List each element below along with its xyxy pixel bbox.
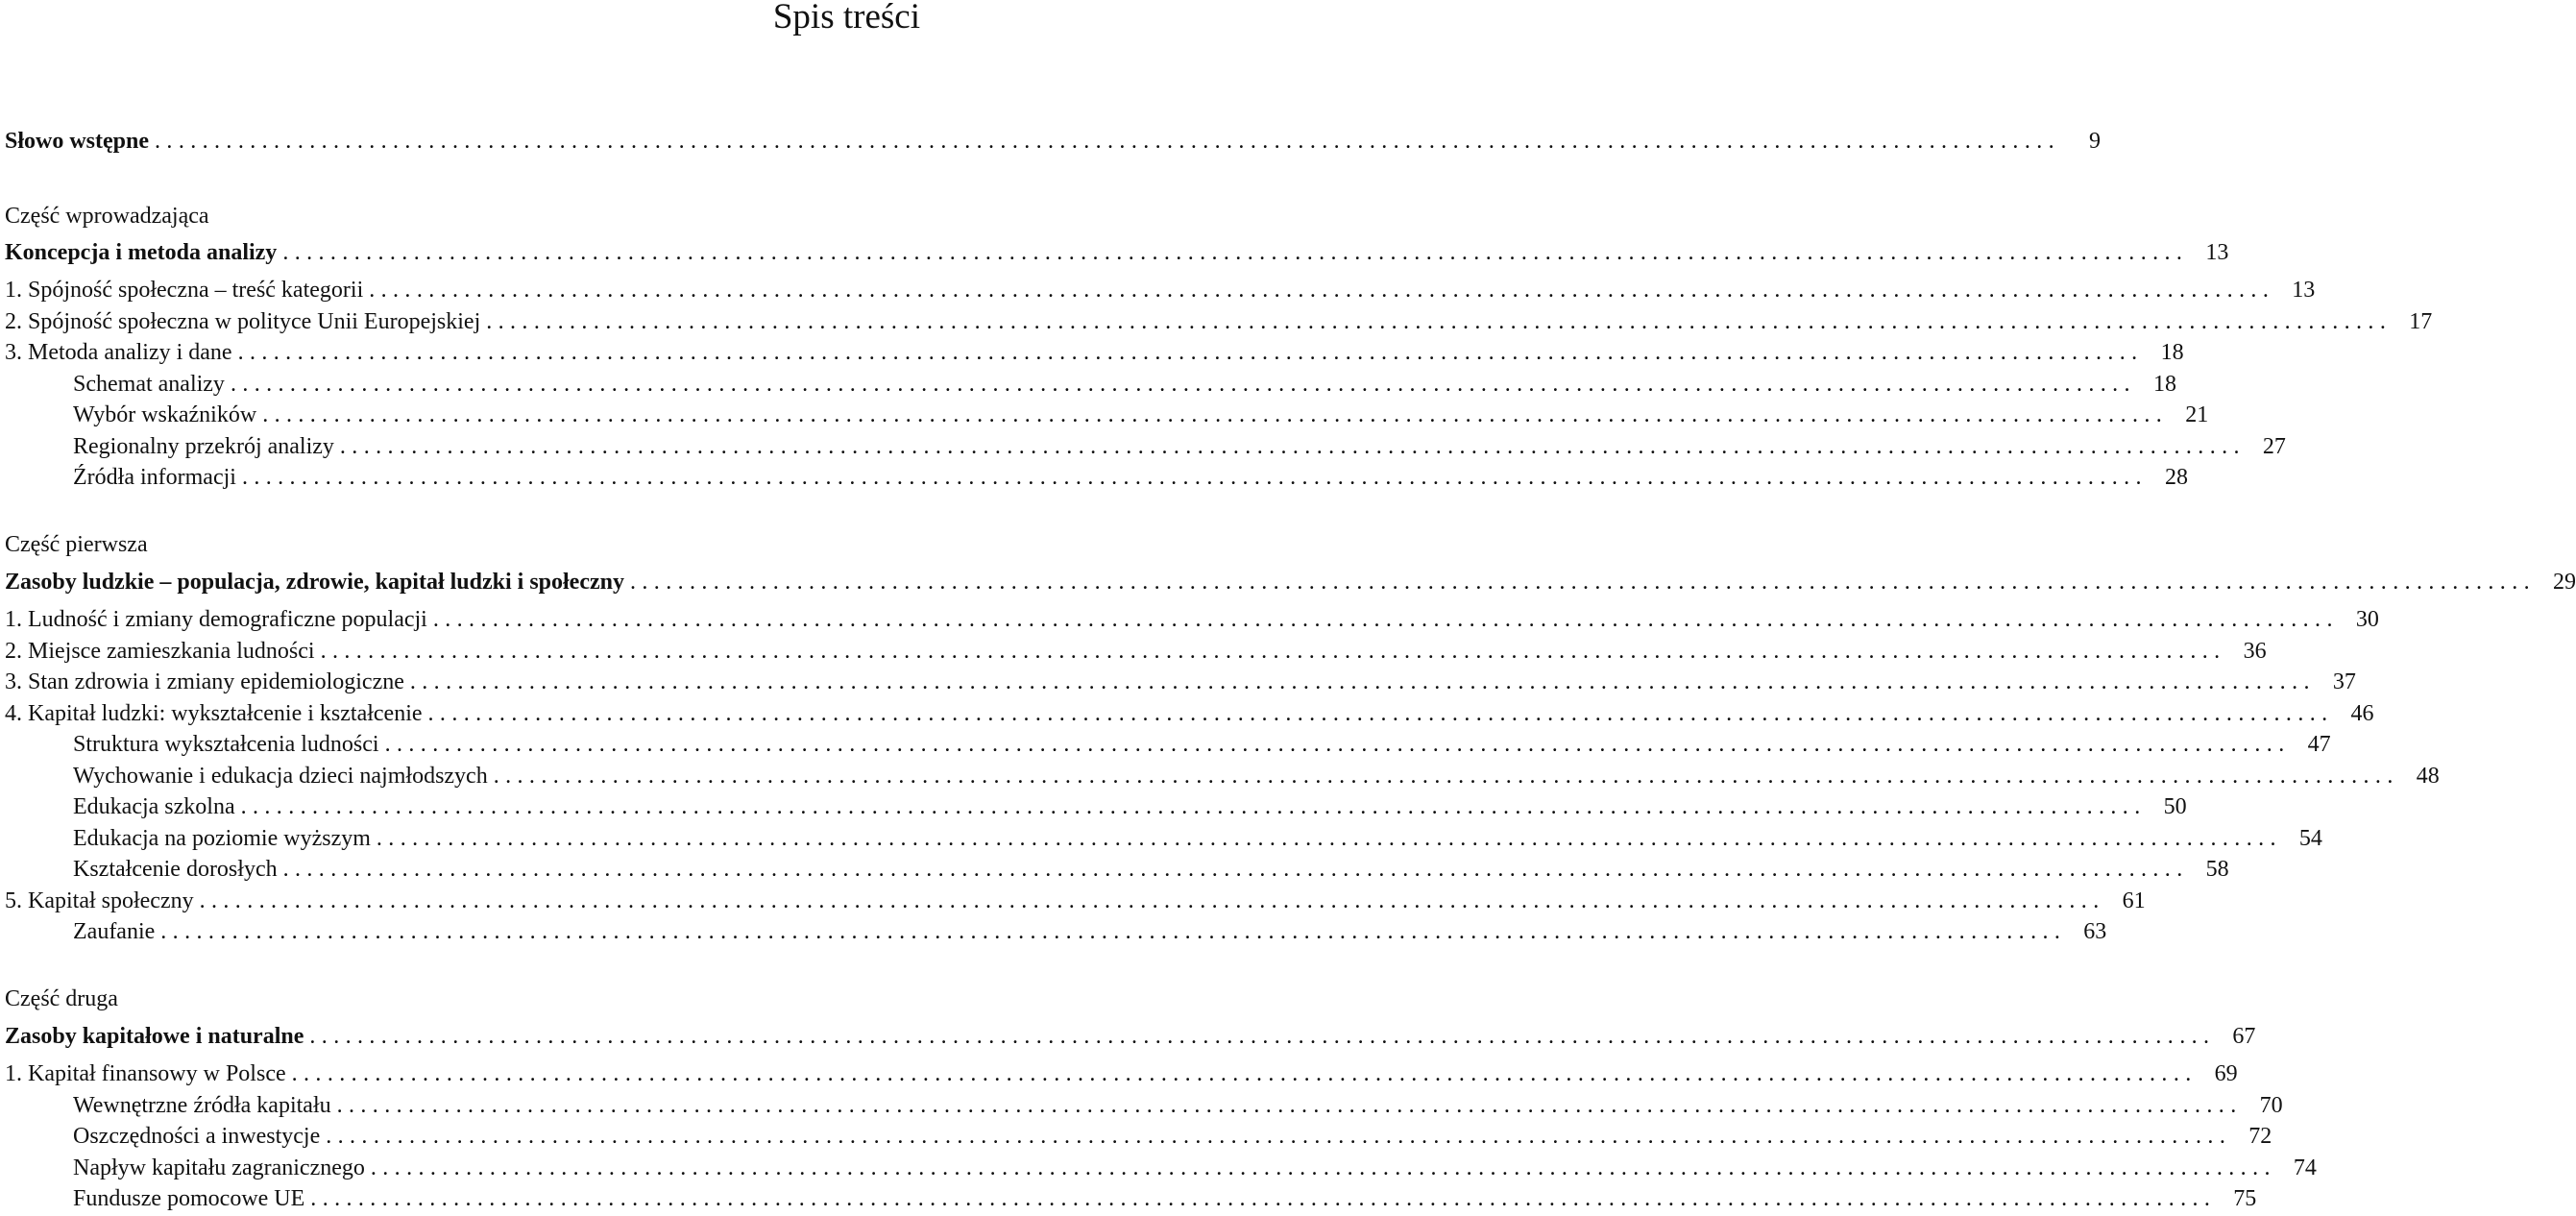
toc-entry-chapter[interactable]	[5, 603, 2379, 634]
toc-entry-subchapter[interactable]	[73, 728, 2331, 759]
toc-page-number: 50	[2163, 794, 2187, 819]
toc-entry-section[interactable]	[5, 1020, 2256, 1051]
toc-entry-label: 1. Spójność społeczna – treść kategorii	[5, 278, 364, 303]
toc-entry-subchapter[interactable]	[73, 915, 2107, 946]
toc-entry-label: Kształcenie dorosłych	[73, 857, 278, 882]
dot-leader: ................................................................................................................................................................	[427, 701, 2334, 726]
toc-page-number: 69	[2214, 1061, 2238, 1086]
toc-entry-label: Wychowanie i edukacja dzieci najmłodszych	[73, 764, 488, 789]
toc-entry-section[interactable]	[5, 566, 2576, 596]
toc-page-number: 72	[2248, 1124, 2272, 1149]
toc-page-number: 9	[2089, 129, 2102, 154]
toc-entry-label: Zasoby kapitałowe i naturalne	[5, 1024, 304, 1049]
toc-entry-chapter[interactable]	[5, 336, 2184, 367]
toc-entry-label: Koncepcja i metoda analizy	[5, 240, 278, 265]
dot-leader: ................................................................................................................................................................	[339, 434, 2246, 459]
toc-entry-subchapter[interactable]	[73, 760, 2440, 790]
dot-leader: ................................................................................................................................................................	[409, 669, 2316, 694]
toc-page-number: 36	[2243, 639, 2267, 664]
toc-page-number: 28	[2164, 465, 2188, 490]
toc-page-number: 47	[2307, 732, 2331, 757]
toc-entry-subchapter[interactable]	[73, 430, 2286, 461]
dot-leader: ................................................................................................................................................................	[630, 570, 2536, 595]
part-heading-introductory: Część wprowadzająca	[5, 204, 209, 229]
toc-page-number: 13	[2292, 278, 2316, 303]
dot-leader: ................................................................................................................................................................	[240, 794, 2147, 819]
toc-entry-label: Schemat analizy	[73, 372, 225, 397]
toc-entry-label: Zasoby ludzkie – populacja, zdrowie, kapitał ludzki i społeczny	[5, 570, 624, 595]
dot-leader: ................................................................................................................................................................	[282, 857, 2189, 882]
toc-page-number: 67	[2232, 1024, 2256, 1049]
toc-entry-subchapter[interactable]	[73, 1089, 2283, 1120]
toc-entry-label: 2. Spójność społeczna w polityce Unii Europejskiej	[5, 309, 481, 334]
toc-entry-chapter[interactable]	[5, 1058, 2238, 1088]
toc-page-number: 30	[2355, 607, 2379, 632]
toc-entry-label: Napływ kapitału zagranicznego	[73, 1155, 365, 1180]
dot-leader: ................................................................................................................................................................	[282, 240, 2189, 265]
part-heading-first: Część pierwsza	[5, 532, 148, 557]
dot-leader: ................................................................................................................................................................	[155, 129, 2061, 154]
dot-leader: ................................................................................................................................................................	[370, 1155, 2276, 1180]
toc-entry-label: Zaufanie	[73, 919, 156, 944]
toc-entry-label: Wewnętrzne źródła kapitału	[73, 1093, 331, 1118]
toc-page-number: 70	[2259, 1093, 2283, 1118]
toc-entry-chapter[interactable]	[5, 697, 2374, 728]
dot-leader: ................................................................................................................................................................	[230, 372, 2136, 397]
page-title: Spis treści	[772, 0, 920, 36]
toc-page-number: 13	[2205, 240, 2229, 265]
dot-leader: ................................................................................................................................................................	[237, 340, 2144, 365]
toc-entry-label: 2. Miejsce zamieszkania ludności	[5, 639, 315, 664]
toc-page-number: 29	[2553, 570, 2576, 595]
toc-entry-label: 4. Kapitał ludzki: wykształcenie i kształcenie	[5, 701, 423, 726]
toc-entry-chapter[interactable]	[5, 666, 2356, 696]
dot-leader: ................................................................................................................................................................	[326, 1124, 2232, 1149]
dot-leader: ................................................................................................................................................................	[376, 826, 2282, 851]
toc-page-number: 63	[2083, 919, 2107, 944]
toc-page-number: 17	[2409, 309, 2433, 334]
toc-entry-subchapter[interactable]	[73, 822, 2322, 853]
toc-entry-label: 1. Ludność i zmiany demograficzne populacji	[5, 607, 427, 632]
dot-leader: ................................................................................................................................................................	[384, 732, 2291, 757]
toc-entry-subchapter[interactable]	[73, 1120, 2272, 1151]
toc-entry-label: 3. Stan zdrowia i zmiany epidemiologiczne	[5, 669, 404, 694]
toc-page-number: 58	[2205, 857, 2229, 882]
toc-entry-label: Słowo wstępne	[5, 129, 150, 154]
toc-entry-section[interactable]	[5, 236, 2229, 267]
toc-page-number: 18	[2152, 372, 2176, 397]
toc-page-number: 27	[2262, 434, 2286, 459]
toc-page-number: 21	[2185, 402, 2209, 427]
toc-entry-chapter[interactable]	[5, 274, 2316, 304]
toc-page-number: 61	[2122, 888, 2146, 913]
toc-entry-subchapter[interactable]	[73, 1152, 2317, 1182]
dot-leader: ................................................................................................................................................................	[369, 278, 2275, 303]
toc-entry-label: Struktura wykształcenia ludności	[73, 732, 379, 757]
toc-entry-label: Fundusze pomocowe UE	[73, 1186, 305, 1211]
toc-page-number: 75	[2233, 1186, 2257, 1211]
toc-page-number: 48	[2416, 764, 2440, 789]
toc-entry-subchapter[interactable]	[73, 1182, 2257, 1213]
toc-page-number: 54	[2298, 826, 2322, 851]
toc-entry-label: Oszczędności a inwestycje	[73, 1124, 321, 1149]
toc-entry-label: 1. Kapitał finansowy w Polsce	[5, 1061, 286, 1086]
dot-leader: ................................................................................................................................................................	[160, 919, 2067, 944]
toc-entry-label: Wybór wskaźników	[73, 402, 257, 427]
dot-leader: ................................................................................................................................................................	[310, 1186, 2217, 1211]
toc-entry-subchapter[interactable]	[73, 790, 2187, 821]
toc-page-number: 74	[2293, 1155, 2317, 1180]
dot-leader: ................................................................................................................................................................	[336, 1093, 2243, 1118]
toc-entry-label: Regionalny przekrój analizy	[73, 434, 334, 459]
toc-entry-subchapter[interactable]	[73, 853, 2229, 884]
toc-page-number: 18	[2160, 340, 2184, 365]
dot-leader: ................................................................................................................................................................	[199, 888, 2105, 913]
toc-entry-subchapter[interactable]	[73, 399, 2209, 429]
toc-entry-foreword[interactable]	[5, 125, 2102, 156]
dot-leader: ................................................................................................................................................................	[291, 1061, 2198, 1086]
toc-page-number: 46	[2350, 701, 2374, 726]
dot-leader: ................................................................................................................................................................	[262, 402, 2169, 427]
dot-leader: ................................................................................................................................................................	[493, 764, 2399, 789]
toc-entry-subchapter[interactable]	[73, 461, 2188, 492]
toc-entry-label: Źródła informacji	[73, 465, 236, 490]
toc-entry-label: 5. Kapitał społeczny	[5, 888, 194, 913]
toc-entry-label: 3. Metoda analizy i dane	[5, 340, 232, 365]
dot-leader: ................................................................................................................................................................	[309, 1024, 2216, 1049]
toc-entry-chapter[interactable]	[5, 885, 2146, 915]
dot-leader: ................................................................................................................................................................	[320, 639, 2226, 664]
dot-leader: ................................................................................................................................................................	[241, 465, 2148, 490]
toc-entry-label: Edukacja na poziomie wyższym	[73, 826, 371, 851]
toc-page-number: 37	[2332, 669, 2356, 694]
toc-entry-label: Edukacja szkolna	[73, 794, 235, 819]
toc-entry-subchapter[interactable]	[73, 368, 2176, 399]
dot-leader: ................................................................................................................................................................	[432, 607, 2339, 632]
part-heading-second: Część druga	[5, 986, 118, 1011]
dot-leader: ................................................................................................................................................................	[486, 309, 2393, 334]
toc-entry-chapter[interactable]	[5, 635, 2267, 666]
toc-entry-chapter[interactable]	[5, 305, 2433, 336]
